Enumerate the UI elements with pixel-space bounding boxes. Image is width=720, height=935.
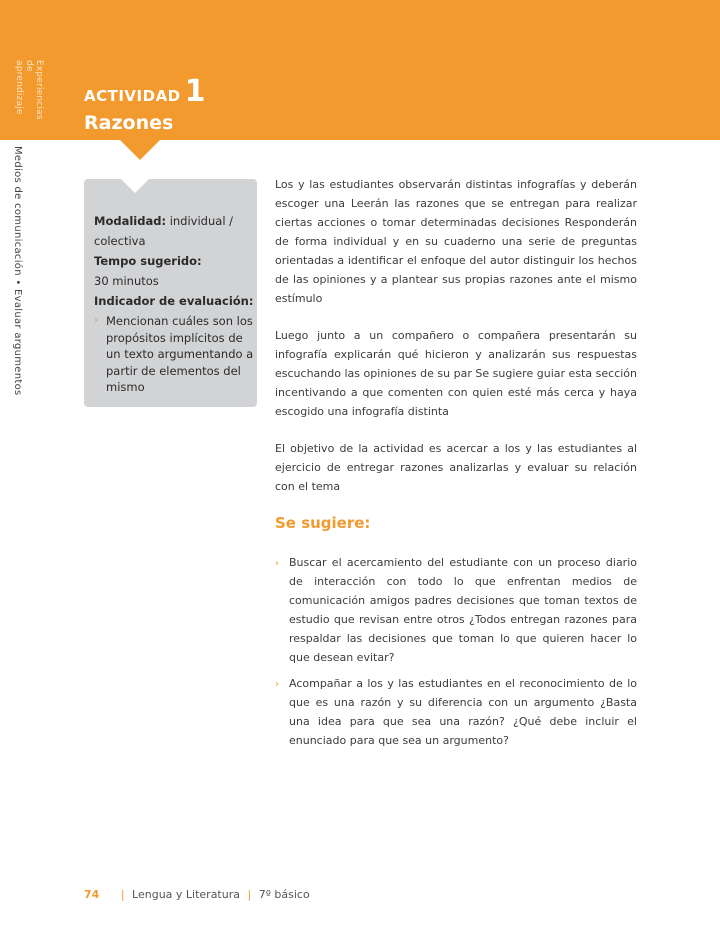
suggestion-item	[275, 674, 637, 750]
info-box-notch	[120, 178, 150, 193]
activity-title: Razones	[84, 112, 174, 134]
indicator-text: Mencionan cuáles son los propósitos implícitos de un texto argumentando a partir de elementos del mismo	[106, 314, 254, 394]
activity-heading	[84, 74, 206, 109]
paragraph: Luego junto a un compañero o compañera presentarán su infografía explicarán qué hicieron y analizarán sus respuestas escuchando las opiniones de su par Se sugiere guiar esta sección incentivando a que comenten con quien esté más cerca y haya escogido una infografía distinta	[275, 329, 637, 418]
modality-row	[94, 211, 254, 251]
activity-number: 1	[184, 74, 206, 109]
indicator-item	[94, 313, 254, 396]
modality-value: individual / colectiva	[94, 214, 234, 248]
footer-separator: |	[120, 888, 125, 901]
section-label	[14, 60, 44, 120]
paragraph: El objetivo de la actividad es acercar a los y las estudiantes al ejercicio de entregar razones analizarlas y evaluar su relación con el tema	[275, 442, 637, 493]
time-value: 30 minutos	[94, 274, 159, 288]
bullet-icon: ›	[275, 558, 279, 569]
footer-subject: Lengua y Literatura	[132, 888, 240, 901]
bullet-icon: ›	[94, 315, 98, 326]
indicator-label: Indicador de evaluación:	[94, 294, 254, 308]
suggestion-text: Acompañar a los y las estudiantes en el reconocimiento de lo que es una razón y su diferencia con un argumento ¿Basta una idea para que sea una razón? ¿Qué debe incluir el enunciado para que sea un argumento?	[289, 677, 637, 747]
page-footer	[84, 888, 310, 901]
header-notch	[119, 139, 161, 160]
time-label: Tempo sugerido:	[94, 254, 202, 268]
activity-info-box	[84, 179, 257, 407]
suggest-heading: Se sugiere:	[275, 514, 371, 532]
section-label-line2: de aprendizaje	[14, 60, 34, 115]
suggestion-list	[275, 553, 637, 757]
activity-label: ACTIVIDAD	[84, 87, 181, 105]
suggestion-item	[275, 553, 637, 667]
paragraph: Los y las estudiantes observarán distintas infografías y deberán escoger una Leerán las razones que se entregan para realizar ciertas acciones o tomar determinadas decisiones Responderán de forma individual y en su cuaderno una serie de preguntas orientadas a identificar el enfoque del autor distinguir los hechos de las opiniones y a plantear sus propias razones ante el mismo estímulo	[275, 178, 637, 305]
footer-separator: |	[247, 888, 252, 901]
footer-grade: 7º básico	[258, 888, 310, 901]
page-number: 74	[84, 888, 100, 901]
suggestion-text: Buscar el acercamiento del estudiante con un proceso diario de interacción con todo lo que enfrentan medios de comunicación amigos padres decisiones que toman textos de estudio que revisan entre otros ¿Todos entregan razones para respaldar las decisiones que toman lo que quieren hacer lo que desean evitar?	[289, 556, 637, 664]
chapter-vertical-label: Medios de comunicación • Evaluar argumentos	[12, 146, 23, 396]
section-label-line1: Experiencias	[34, 60, 44, 120]
modality-label: Modalidad:	[94, 214, 167, 228]
main-content	[275, 175, 637, 514]
bullet-icon: ›	[275, 679, 279, 690]
